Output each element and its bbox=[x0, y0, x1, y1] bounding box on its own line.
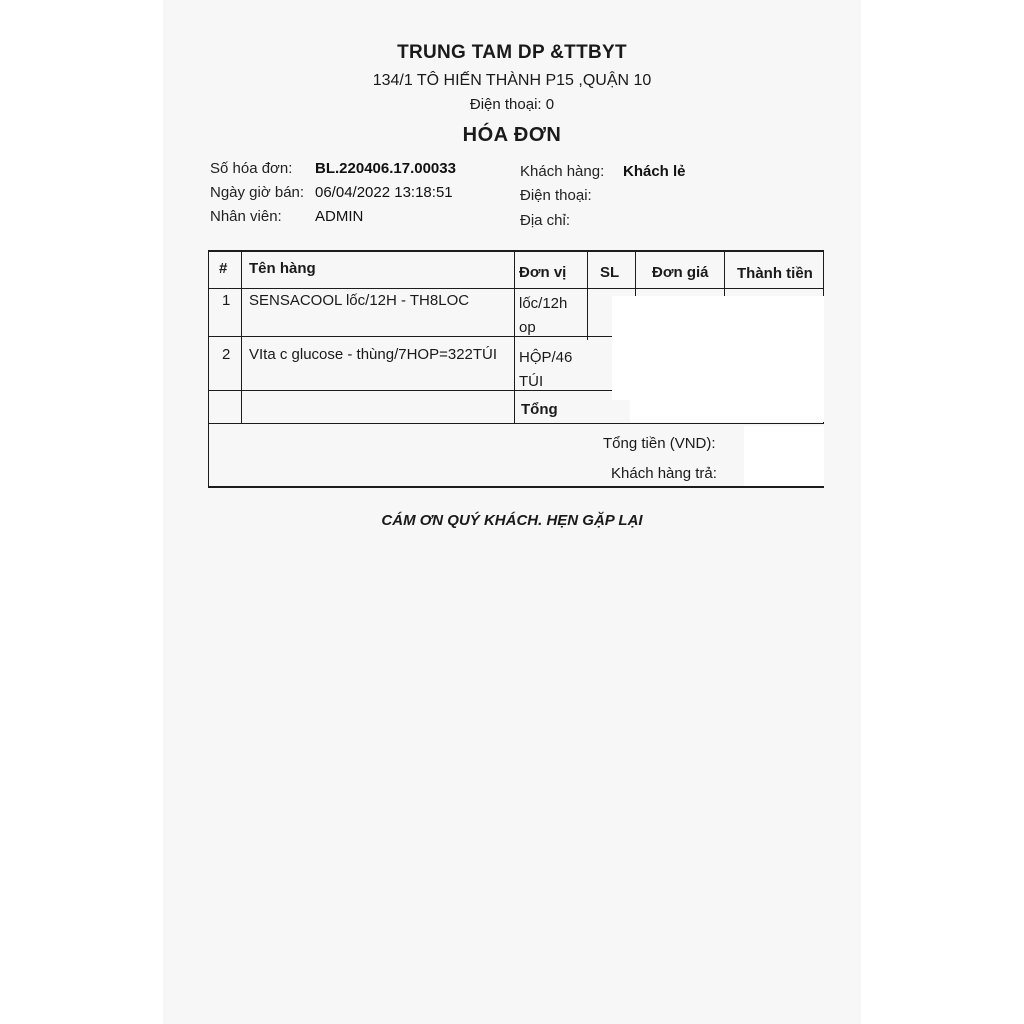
column-header-qty: SL bbox=[600, 264, 620, 281]
column-header-unit-price: Đơn giá bbox=[652, 264, 709, 281]
sale-date: 06/04/2022 13:18:51 bbox=[315, 184, 453, 201]
staff-label: Nhân viên: bbox=[210, 208, 282, 225]
redacted-total bbox=[630, 396, 824, 422]
column-header-unit: Đơn vị bbox=[519, 264, 567, 281]
store-address: 134/1 TÔ HIẾN THÀNH P15 ,QUẬN 10 bbox=[372, 72, 652, 89]
row-1-index: 1 bbox=[222, 292, 231, 309]
row-1-unit: lốc/12h op bbox=[519, 295, 568, 336]
column-header-name: Tên hàng bbox=[249, 260, 316, 277]
invoice-number-label: Số hóa đơn: bbox=[210, 160, 293, 177]
column-header-index: # bbox=[219, 260, 228, 277]
document-title: HÓA ĐƠN bbox=[462, 124, 562, 146]
thank-you-message: CÁM ƠN QUÝ KHÁCH. HẸN GẶP LẠI bbox=[381, 512, 643, 529]
row-2-unit: HỘP/46 TÚI bbox=[519, 349, 573, 390]
customer-label: Khách hàng: bbox=[520, 163, 605, 180]
store-name: TRUNG TAM DP &TTBYT bbox=[397, 42, 627, 63]
row-1-product-name: SENSACOOL lốc/12H - TH8LOC bbox=[249, 292, 470, 309]
total-label: Tổng bbox=[521, 401, 558, 418]
customer-paid-label: Khách hàng trả: bbox=[611, 465, 717, 482]
row-2-index: 2 bbox=[222, 346, 231, 363]
redacted-summary-amounts bbox=[744, 426, 824, 486]
store-phone: Điện thoại: 0 bbox=[469, 96, 555, 113]
column-header-amount: Thành tiền bbox=[737, 265, 813, 282]
invoice-number: BL.220406.17.00033 bbox=[315, 160, 456, 177]
customer-name: Khách lẻ bbox=[623, 163, 686, 180]
staff-name: ADMIN bbox=[315, 208, 364, 225]
sale-date-label: Ngày giờ bán: bbox=[210, 184, 305, 201]
customer-phone-label: Điện thoại: bbox=[520, 187, 592, 204]
row-2-product-name: VIta c glucose - thùng/7HOP=322TÚI bbox=[249, 346, 498, 363]
redacted-prices bbox=[612, 296, 824, 400]
grand-total-label: Tổng tiền (VND): bbox=[603, 435, 716, 452]
customer-address-label: Địa chỉ: bbox=[520, 212, 571, 229]
